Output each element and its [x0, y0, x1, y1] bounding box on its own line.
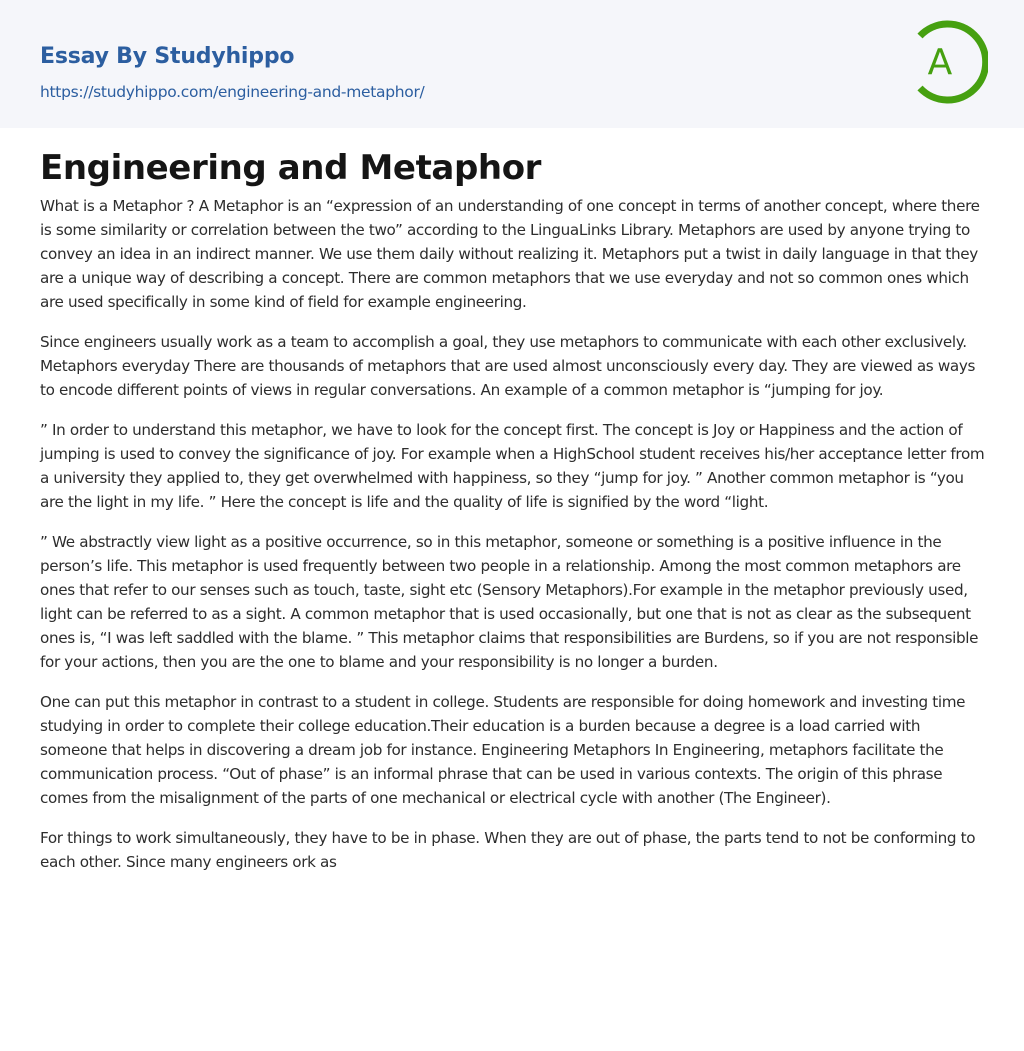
article-paragraph: For things to work simultaneously, they have to be in phase. When they are out of phase, the parts tend to not be conforming to each other. Since many engineers ork as — [40, 829, 976, 871]
article-paragraph: Since engineers usually work as a team to accomplish a goal, they use metaphors to communicate with each other exclusively. Metaphors everyday There are thousands of metaphors that are used almost unconsciously every day. They are viewed as ways to encode different points of views in regular conversations. An example of a common metaphor is “jumping for joy. — [40, 333, 976, 399]
studyhippo-logo-icon[interactable] — [912, 18, 988, 106]
article-paragraph: ” In order to understand this metaphor, we have to look for the concept first. The concept is Joy or Happiness and the action of jumping is used to convey the significance of joy. For example when a HighSchool student receives his/her acceptance letter from a university they applied to, they get overwhelmed with happiness, so they “jump for joy. ” Another common metaphor is “you are the light in my life. ” Here the concept is life and the quality of life is signified by the word “light. — [40, 421, 985, 511]
article-title: Engineering and Metaphor — [40, 148, 542, 188]
site-header — [0, 0, 1024, 128]
article-paragraph: One can put this metaphor in contrast to a student in college. Students are responsible for doing homework and investing time studying in order to complete their college education.Their education is a burden because a degree is a load carried with someone that helps in discovering a dream job for instance. Engineering Metaphors In Engineering, metaphors facilitate the communication process. “Out of phase” is an informal phrase that can be used in various contexts. The origin of this phrase comes from the misalignment of the parts of one mechanical or electrical cycle with another (The Engineer). — [40, 693, 966, 807]
article — [0, 128, 1024, 874]
essay-url-link[interactable]: https://studyhippo.com/engineering-and-metaphor/ — [40, 83, 425, 101]
logo-letter: A — [927, 42, 953, 83]
brand-title: Essay By Studyhippo — [40, 44, 295, 69]
article-paragraph: ” We abstractly view light as a positive occurrence, so in this metaphor, someone or something is a positive influence in the person’s life. This metaphor is used frequently between two people in a relationship. Among the most common metaphors are ones that refer to our senses such as touch, taste, sight etc (Sensory Metaphors).For example in the metaphor previously used, light can be referred to as a sight. A common metaphor that is used occasionally, but one that is not as clear as the subsequent ones is, “I was left saddled with the blame. ” This metaphor claims that responsibilities are Burdens, so if you are not responsible for your actions, then you are the one to blame and your responsibility is no longer a burden. — [40, 533, 979, 671]
article-paragraph: What is a Metaphor ? A Metaphor is an “expression of an understanding of one concept in terms of another concept, where there is some similarity or correlation between the two” according to the LinguaLinks Library. Metaphors are used by anyone trying to convey an idea in an indirect manner. We use them daily without realizing it. Metaphors put a twist in daily language in that they are a unique way of describing a concept. There are common metaphors that we use everyday and not so common ones which are used specifically in some kind of field for example engineering. — [40, 197, 980, 311]
